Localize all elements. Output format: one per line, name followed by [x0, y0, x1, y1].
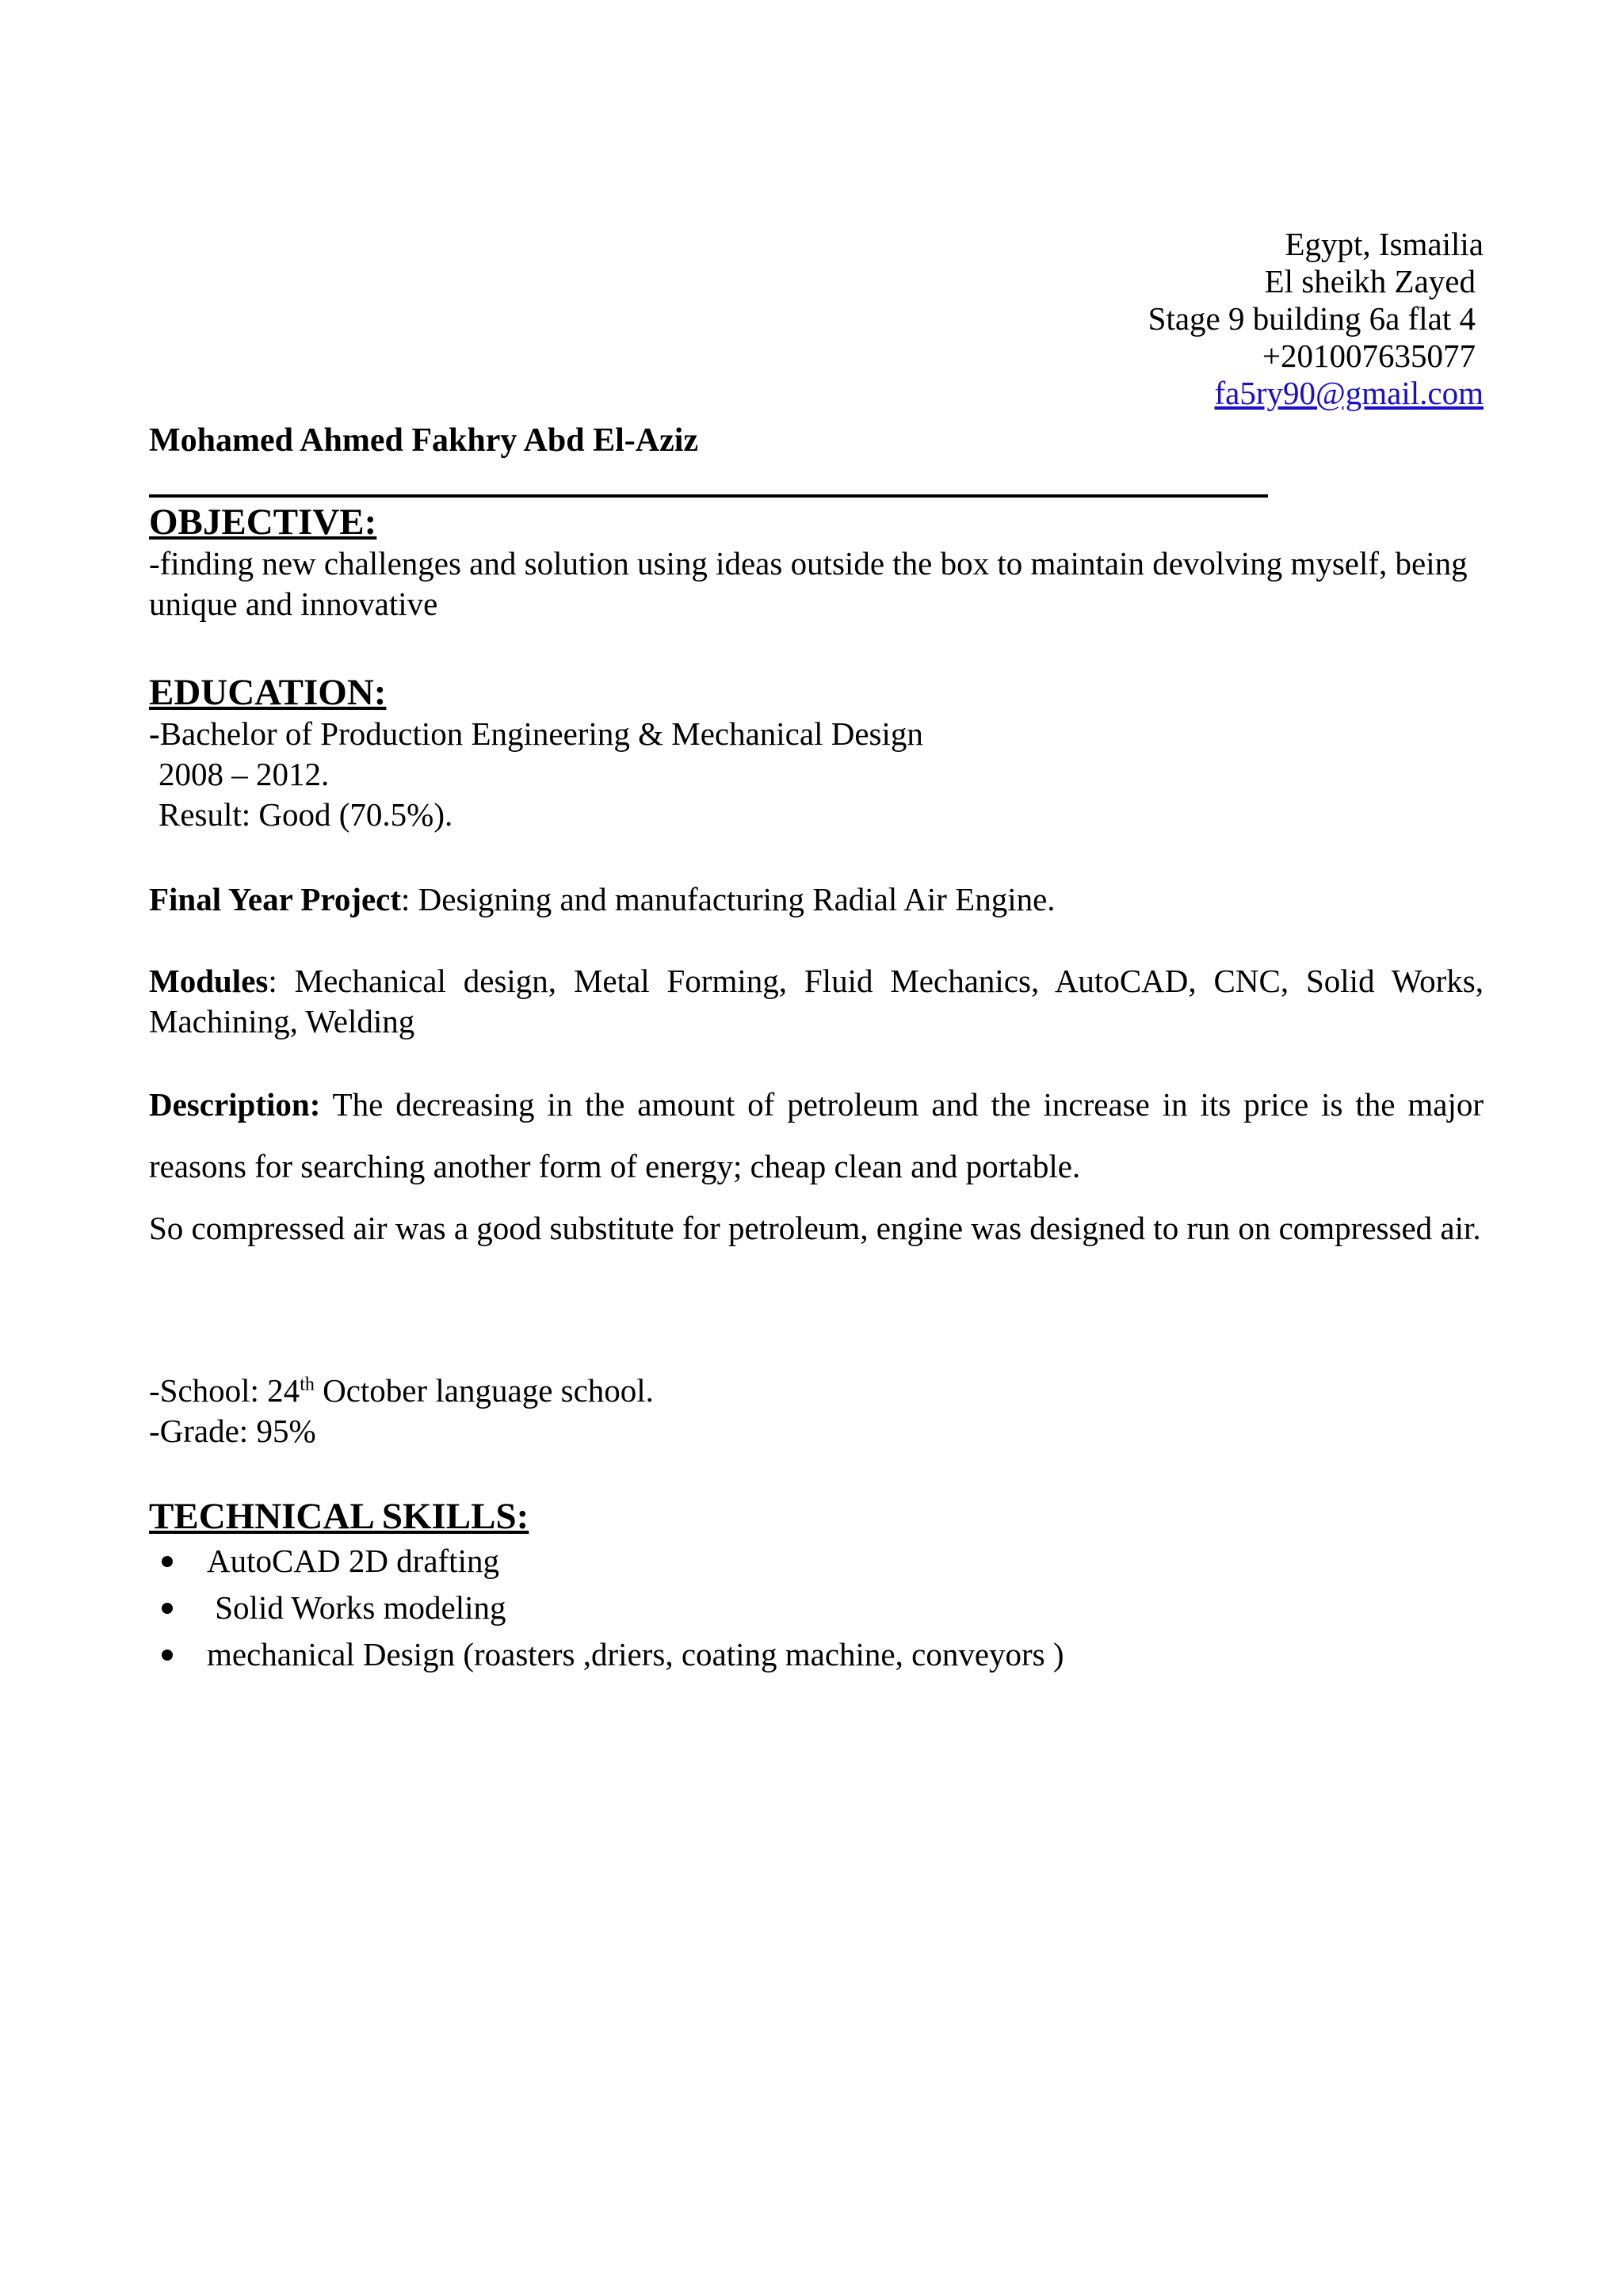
description-text: The decreasing in the amount of petroleum and the increase in its price is the major reasons for searching another form of energy; cheap clean and portable.	[149, 1086, 1484, 1184]
school-sup: th	[300, 1374, 315, 1395]
modules-text: : Mechanical design, Metal Forming, Fluid Mechanics, AutoCAD, CNC, Solid Works, Machining, Welding	[149, 963, 1484, 1039]
skill-label: Solid Works modeling	[207, 1589, 506, 1626]
contact-block	[1148, 226, 1484, 412]
phone-number: +201007635077	[1262, 338, 1476, 374]
address-street: Stage 9 building 6a flat 4	[1148, 300, 1476, 337]
address-district: El sheikh Zayed	[1264, 263, 1476, 299]
bullet-icon	[162, 1603, 173, 1614]
description-text-2: So compressed air was a good substitute for petroleum, engine was designed to run on compressed air.	[149, 1210, 1481, 1246]
name-divider	[149, 494, 1268, 498]
skill-item	[149, 1631, 1484, 1678]
final-project-text: : Designing and manufacturing Radial Air Engine.	[401, 881, 1056, 917]
email-link[interactable]: fa5ry90@gmail.com	[1214, 375, 1484, 411]
modules-label: Modules	[149, 963, 269, 999]
skills-heading: TECHNICAL SKILLS:	[149, 1496, 529, 1537]
skill-item	[149, 1585, 1484, 1631]
school-info	[149, 1371, 1484, 1451]
degree-title: Bachelor of Production Engineering & Mechanical Design	[159, 715, 923, 752]
final-project-label: Final Year Project	[149, 881, 402, 917]
objective-text: -finding new challenges and solution using ideas outside the box to maintain devolving myself, being unique and innovative	[149, 545, 1468, 622]
modules	[149, 961, 1484, 1042]
degree-result: Result: Good (70.5%).	[158, 796, 453, 833]
degree-dash: -	[149, 715, 160, 752]
skill-item	[149, 1538, 1484, 1585]
school-line	[149, 1371, 1484, 1411]
education-heading: EDUCATION:	[149, 672, 387, 713]
degree-line	[149, 714, 1484, 754]
skill-label: mechanical Design (roasters ,driers, coating machine, conveyors )	[207, 1636, 1064, 1672]
bullet-icon	[162, 1650, 173, 1661]
objective-heading: OBJECTIVE:	[149, 502, 377, 543]
school-prefix: -School: 24	[149, 1372, 300, 1409]
degree-years: 2008 – 2012.	[158, 756, 330, 792]
school-suffix: October language school.	[314, 1372, 654, 1409]
address-country-city: Egypt, Ismailia	[1285, 226, 1484, 262]
skill-label: AutoCAD 2D drafting	[207, 1543, 499, 1579]
skills-list	[149, 1538, 1484, 1678]
objective-section	[149, 501, 1484, 624]
final-project	[149, 879, 1484, 920]
project-description	[149, 1074, 1484, 1259]
candidate-name: Mohamed Ahmed Fakhry Abd El-Aziz	[149, 422, 699, 459]
bullet-icon	[162, 1556, 173, 1567]
grade-line: -Grade: 95%	[149, 1413, 316, 1449]
description-label: Description:	[149, 1086, 321, 1123]
education-section	[149, 671, 1484, 835]
skills-section	[149, 1495, 1484, 1678]
